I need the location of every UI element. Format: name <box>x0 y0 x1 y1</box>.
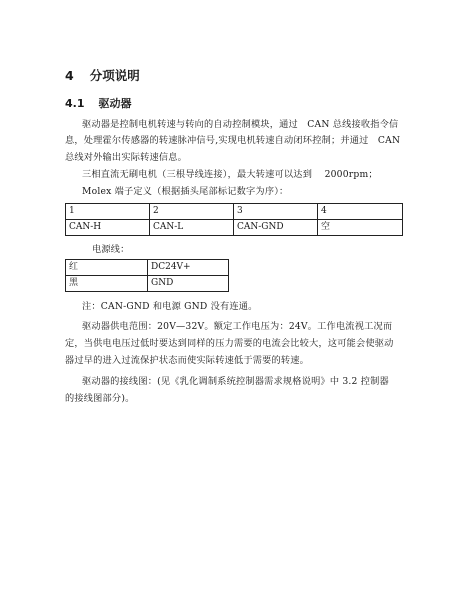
table-row <box>66 276 229 292</box>
table-cell: 红 <box>66 260 148 276</box>
table-cell: CAN-L <box>150 220 234 236</box>
subsection-number: 4.1 <box>65 97 85 110</box>
table-cell: CAN-H <box>66 220 150 236</box>
table-row <box>66 204 403 220</box>
table-cell: 4 <box>318 204 403 220</box>
para5-line-1: 驱动器的接线图：(见《乳化调制系统控制器需求规格说明》中 3.2 控制器 <box>82 376 389 387</box>
power-label: 电源线： <box>92 244 130 255</box>
table-cell: 空 <box>318 220 403 236</box>
para4-line-1: 驱动器供电范围：20V—32V。额定工作电压为：24V。工作电流视工况而 <box>82 321 393 332</box>
subsection-title: 驱动器 <box>98 97 132 110</box>
para4-line-2: 定，当供电电压过低时要达到同样的压力需要的电流会比较大，这可能会使驱动 <box>65 338 394 349</box>
para5-line-2: 的接线图部分)。 <box>65 393 135 404</box>
section-title: 分项说明 <box>89 68 140 83</box>
para2: 三相直流无刷电机（三根导线连接），最大转速可以达到 2000rpm； <box>82 169 378 180</box>
para4-line-3: 器过早的进入过流保护状态而使实际转速低于需要的转速。 <box>65 355 310 366</box>
table-row <box>66 220 403 236</box>
molex-pin-table <box>65 203 403 236</box>
table-cell: 2 <box>150 204 234 220</box>
section-heading <box>65 66 140 84</box>
para1-line-3: 总线对外输出实际转速信息。 <box>65 152 188 163</box>
section-number: 4 <box>65 68 74 83</box>
para1-line-1: 驱动器是控制电机转速与转向的自动控制模块，通过 CAN 总线接收指令信 <box>82 119 399 130</box>
para1-line-2: 息，处理霍尔传感器的转速脉冲信号,实现电机转速自动闭环控制；并通过 CAN <box>65 135 401 146</box>
table-cell: CAN-GND <box>234 220 318 236</box>
table-cell: 3 <box>234 204 318 220</box>
note: 注：CAN-GND 和电源 GND 没有连通。 <box>82 301 258 312</box>
subsection-heading <box>65 95 132 111</box>
power-wire-table <box>65 259 229 292</box>
table-cell: DC24V+ <box>148 260 229 276</box>
table-cell: 黑 <box>66 276 148 292</box>
table-row <box>66 260 229 276</box>
table-cell: 1 <box>66 204 150 220</box>
table-cell: GND <box>148 276 229 292</box>
para3: Molex 端子定义（根据插头尾部标记数字为序）： <box>82 186 289 197</box>
